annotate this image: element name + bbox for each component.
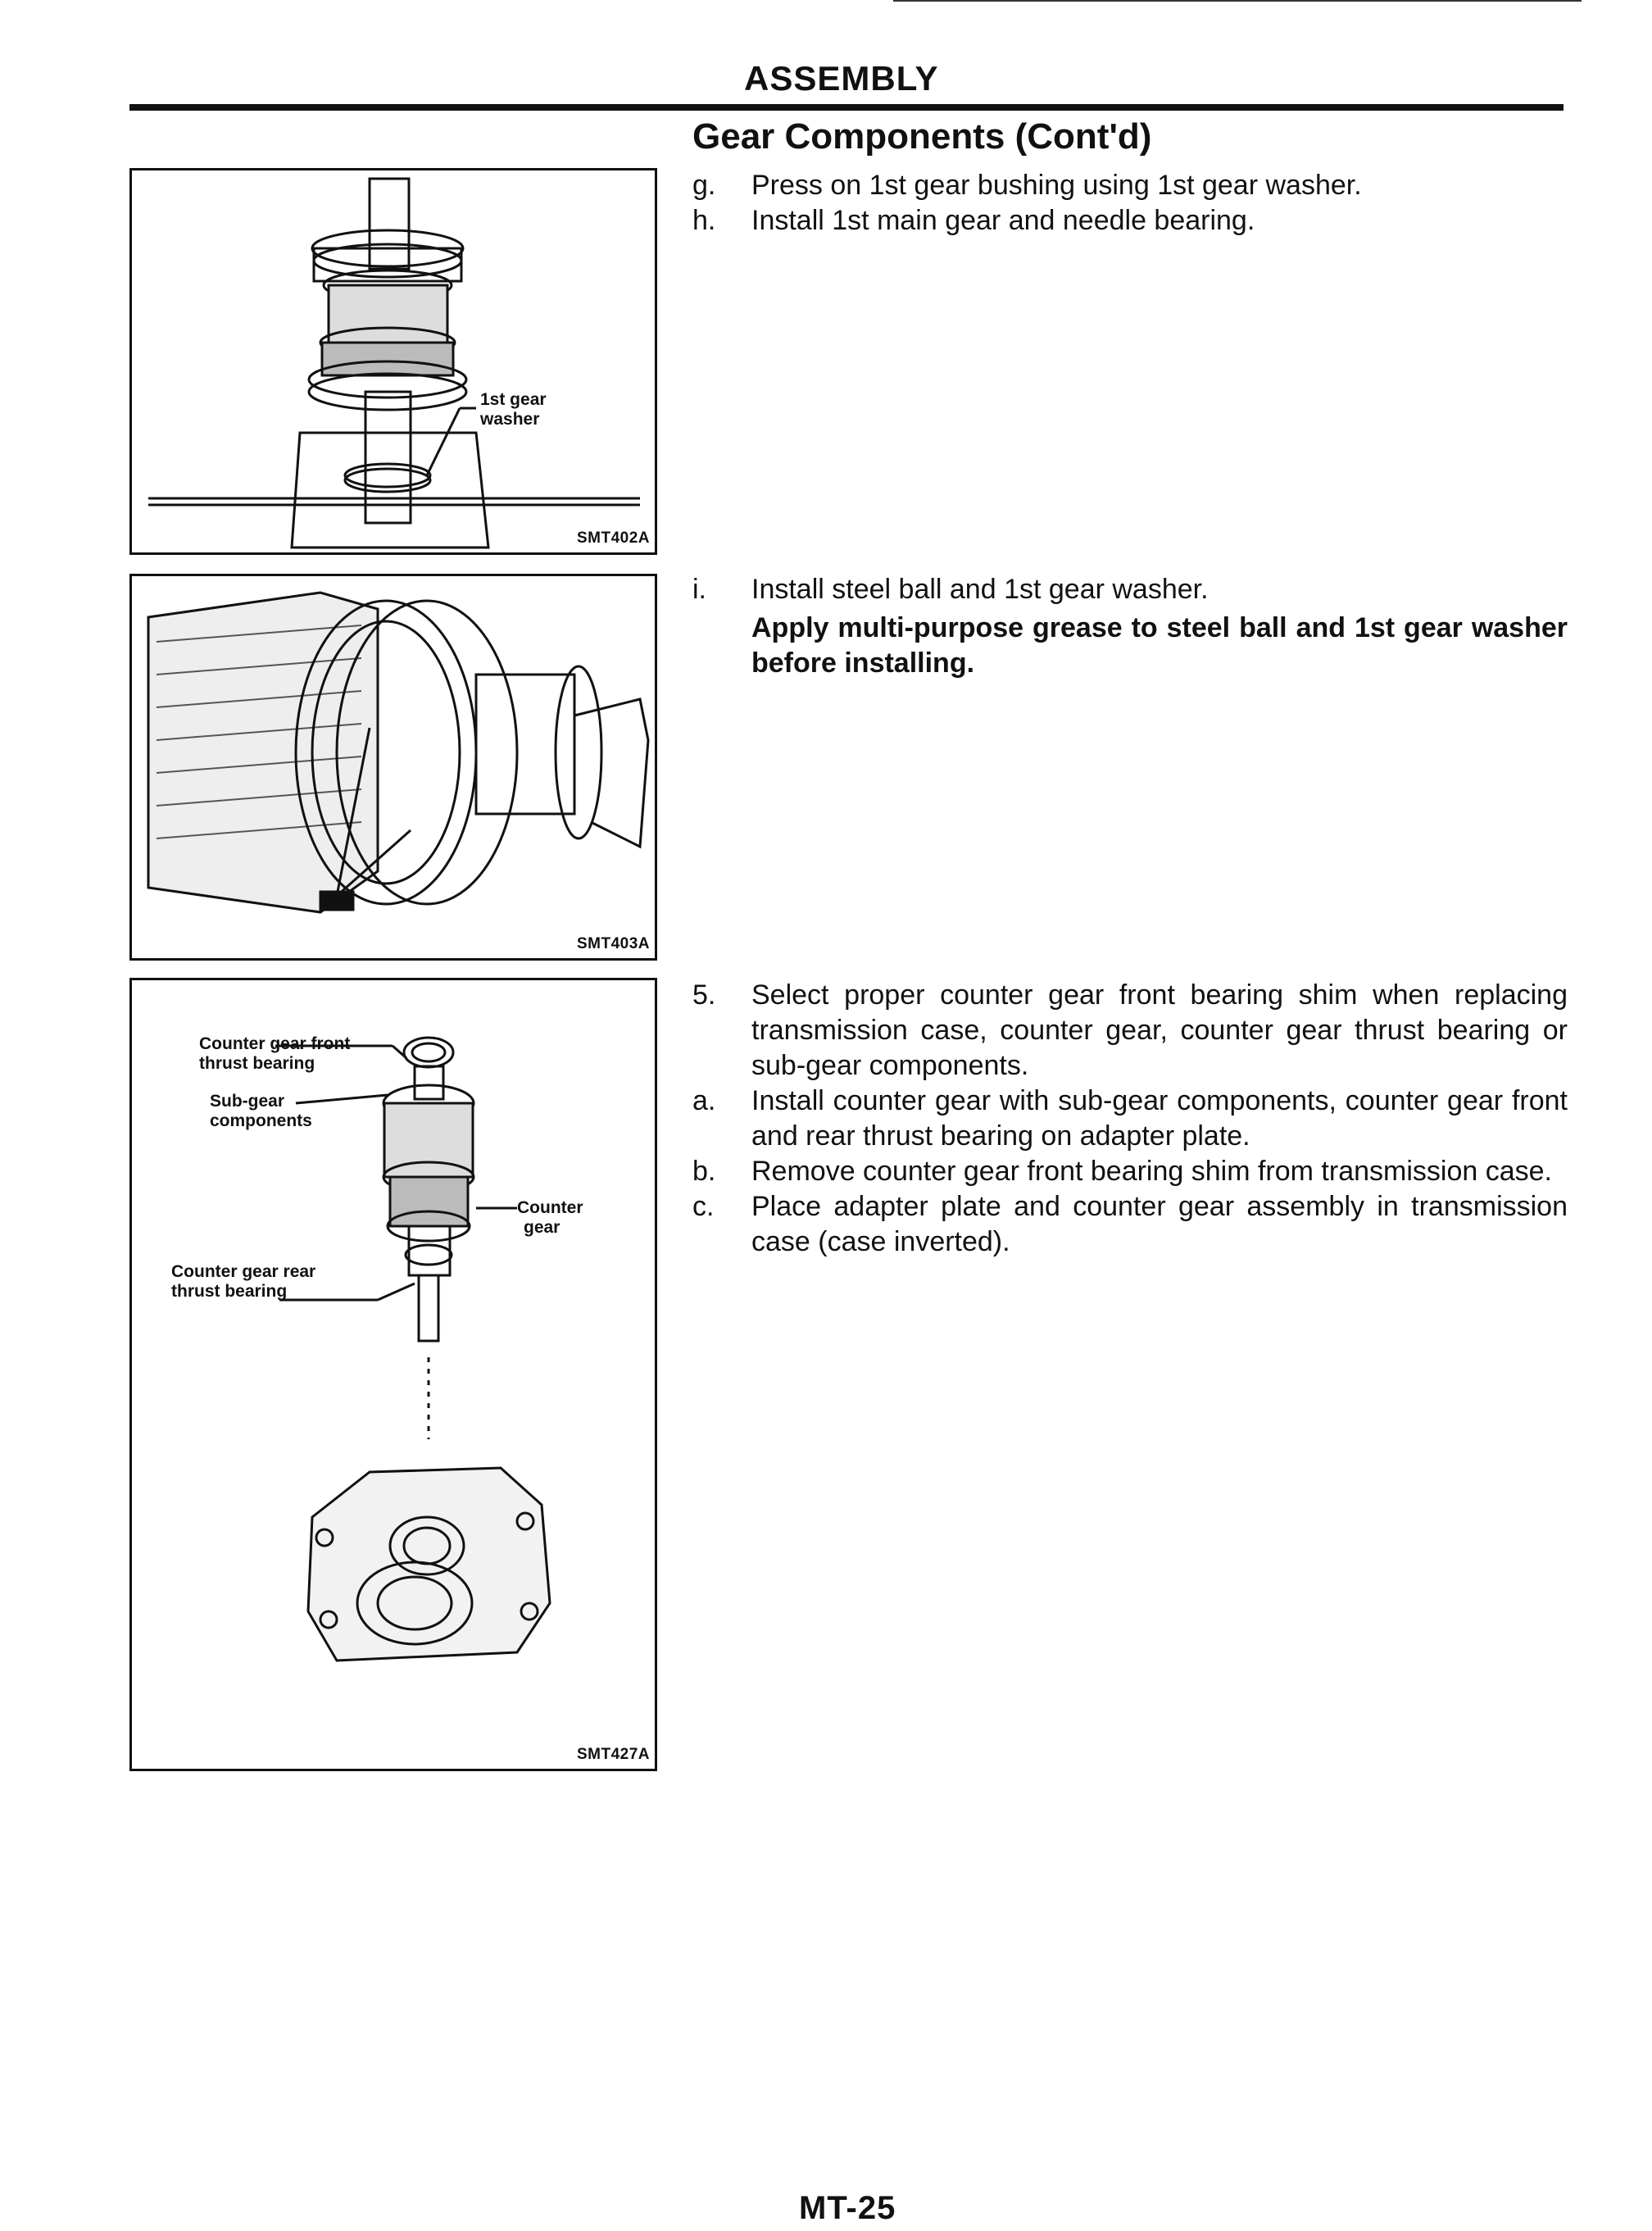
step-label: h. [692,205,716,236]
step-text: Install steel ball and 1st gear washer. [751,574,1209,605]
step-c [692,1189,1568,1260]
step-text: Select proper counter gear front bearing shim when replacing transmission case, counter gear, counter gear thrust bearing or sub-gear components. [751,979,1568,1081]
figure-smt403a [129,574,657,961]
step-text: Place adapter plate and counter gear assembly in transmission case (case inverted). [751,1191,1568,1257]
step-label: i. [692,574,706,605]
step-5 [692,978,1568,1084]
step-label: c. [692,1191,715,1222]
callout-counter: Counter [517,1198,583,1217]
gear-washer-illustration [132,170,656,554]
grease-note: Apply multi-purpose grease to steel ball and 1st gear washer before installing. [751,612,1568,679]
step-h [692,203,1568,239]
figure-smt427a [129,978,657,1771]
top-rule [893,0,1582,2]
section-title: ASSEMBLY [744,59,939,98]
step-label: b. [692,1156,716,1187]
step-text: Remove counter gear front bearing shim from transmission case. [751,1156,1552,1187]
step-i [692,572,1568,607]
step-text: Install counter gear with sub-gear components, counter gear front and rear thrust bearing on adapter plate. [751,1085,1568,1152]
steps-group-2 [692,572,1568,681]
callout-counter-gear-rear: Counter gear rear [171,1262,316,1281]
step-b [692,1154,1568,1189]
callout-sub-gear: Sub-gear [210,1092,285,1111]
steps-group-3 [692,978,1568,1260]
callout-rear-thrust-bearing: thrust bearing [171,1282,288,1301]
figure-smt402a [129,168,657,555]
callout-gear: gear [524,1218,560,1237]
subsection-title: Gear Components (Cont'd) [692,116,1152,157]
callout-washer: washer [480,410,540,429]
callout-components: components [210,1111,312,1130]
step-label: a. [692,1085,716,1116]
step-text: Install 1st main gear and needle bearing. [751,205,1255,236]
step-text: Press on 1st gear bushing using 1st gear washer. [751,170,1362,201]
figure-code: SMT403A [576,935,650,952]
steps-group-1 [692,168,1568,239]
callout-counter-gear-front: Counter gear front [199,1034,351,1053]
step-g [692,168,1568,203]
figure-code: SMT402A [576,529,650,547]
step-a [692,1084,1568,1154]
step-label: g. [692,170,716,201]
steel-ball-gear-illustration [132,576,656,960]
step-label: 5. [692,979,716,1011]
figure-code: SMT427A [576,1746,650,1763]
callout-1st-gear: 1st gear [480,390,547,409]
header-rule [129,104,1564,111]
page-number: MT-25 [799,2190,896,2226]
callout-front-thrust-bearing: thrust bearing [199,1054,315,1073]
